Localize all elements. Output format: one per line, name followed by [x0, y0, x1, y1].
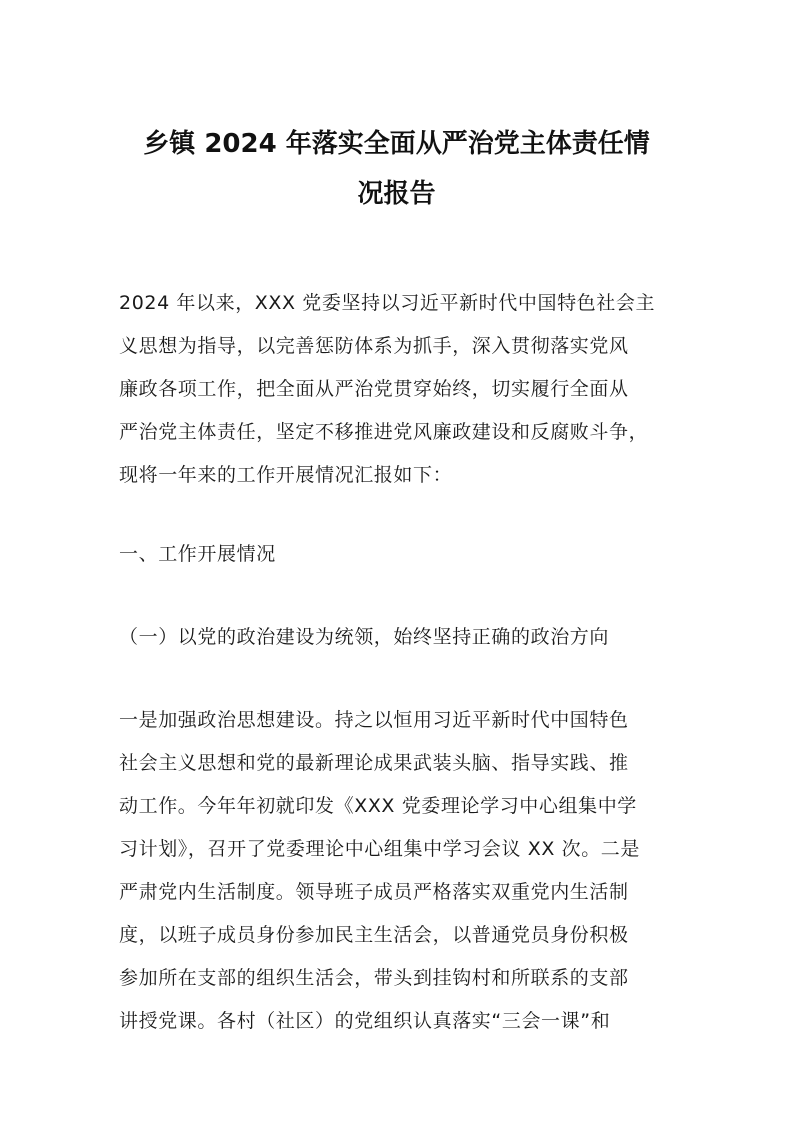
subsection-heading: （一）以党的政治建设为统领，始终坚持正确的政治方向 — [119, 626, 610, 648]
body-paragraph-line-5: 严肃党内生活制度。领导班子成员严格落实双重党内生活制 — [119, 881, 629, 903]
body-paragraph-line-3: 动工作。今年年初就印发《XXX 党委理论学习中心组集中学 — [119, 795, 637, 817]
intro-paragraph-line-3: 廉政各项工作，把全面从严治党贯穿始终，切实履行全面从 — [119, 378, 629, 400]
body-paragraph-line-2: 社会主义思想和党的最新理论成果武装头脑、指导实践、推 — [119, 752, 629, 774]
document-title-line-2: 况报告 — [357, 179, 436, 209]
body-paragraph-line-6: 度，以班子成员身份参加民主生活会，以普通党员身份积极 — [119, 924, 629, 946]
section-heading: 一、工作开展情况 — [119, 543, 276, 565]
body-paragraph-line-4: 习计划》，召开了党委理论中心组集中学习会议 XX 次。二是 — [119, 838, 641, 860]
intro-paragraph-line-1: 2024 年以来，XXX 党委坚持以习近平新时代中国特色社会主 — [119, 292, 656, 314]
document-title-line-1: 乡镇 2024 年落实全面从严治党主体责任情 — [143, 129, 650, 159]
body-paragraph-line-8: 讲授党课。各村（社区）的党组织认真落实“三会一课”和 — [119, 1010, 611, 1032]
intro-paragraph-line-4: 严治党主体责任，坚定不移推进党风廉政建设和反腐败斗争， — [119, 421, 649, 443]
intro-paragraph-line-2: 义思想为指导，以完善惩防体系为抓手，深入贯彻落实党风 — [119, 335, 629, 357]
body-paragraph-line-7: 参加所在支部的组织生活会，带头到挂钩村和所联系的支部 — [119, 967, 629, 989]
body-paragraph-line-1: 一是加强政治思想建设。持之以恒用习近平新时代中国特色 — [119, 709, 629, 731]
intro-paragraph-line-5: 现将一年来的工作开展情况汇报如下： — [119, 464, 453, 486]
